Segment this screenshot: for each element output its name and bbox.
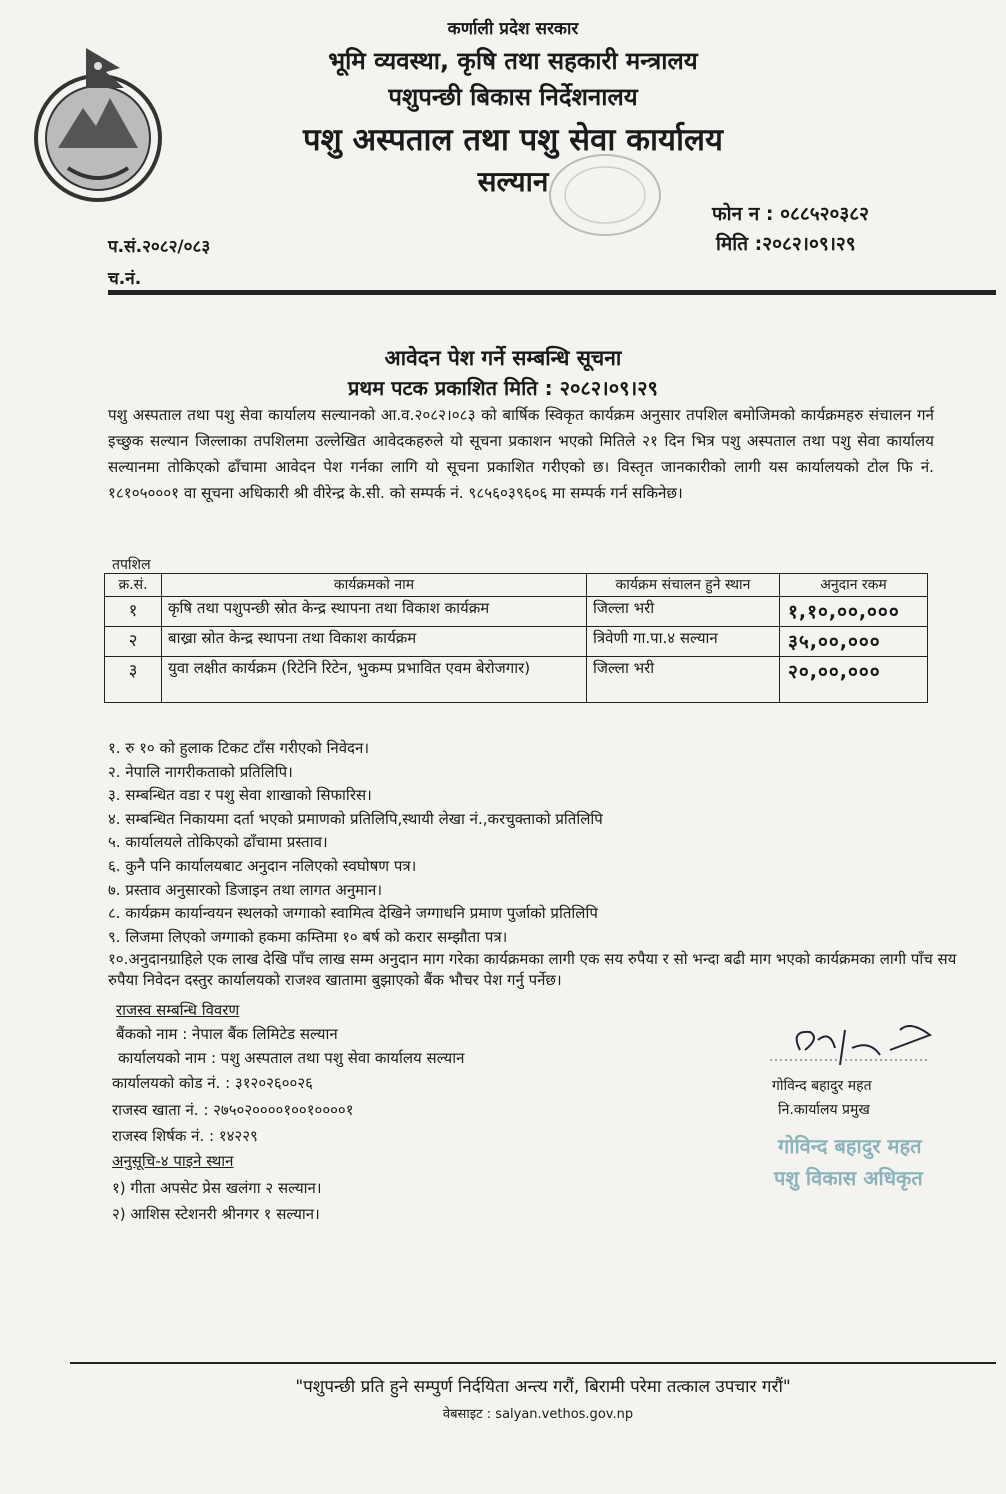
- col-program: कार्यक्रमको नाम: [162, 574, 587, 597]
- signatory-position: नि.कार्यालय प्रमुख: [778, 1102, 870, 1118]
- footer-website: वेबसाइट : salyan.vethos.gov.np: [442, 1407, 634, 1422]
- list-item: ७. प्रस्ताव अनुसारको डिजाइन तथा लागत अनुमान।: [108, 880, 383, 899]
- stamp-title: पशु विकास अधिकृत: [774, 1166, 923, 1190]
- notice-body: पशु अस्पताल तथा पशु सेवा कार्यालय सल्यानको आ.व.२०८२।०८३ को बार्षिक स्विकृत कार्यक्रम अनुसार तपशिल बमोजिमको कार्यक्रमहरु संचालन गर्न इच्छुक सल्यान जिल्लाका तपशिलमा उल्लेखित आवेदकहरुले यो सूचना प्रकाशन भएको मितिले २१ दिन भित्र पशु अस्पताल तथा पशु सेवा कार्यालय सल्यानमा तोकिएको ढाँचामा आवेदन पेश गर्नका लागि यो सूचना प्रकाशित गरीएको छ। विस्तृत जानकारीको लागी यस कार्यालयको टोल फि नं. १८१०५०००१ वा सूचना अधिकारी श्री वीरेन्द्र के.सी. को सम्पर्क नं. ९८५६०३९६०६ मा सम्पर्क गर्न सकिनेछ।: [108, 406, 934, 502]
- stamp-name: गोविन्द बहादुर महत: [778, 1134, 922, 1158]
- col-amount: अनुदान रकम: [780, 574, 928, 597]
- office-name: पशु अस्पताल तथा पशु सेवा कार्यालय: [303, 122, 723, 158]
- letter-date: मिति :२०८२।०९।२९: [716, 233, 856, 255]
- program-table: [104, 573, 928, 703]
- row-amount: ३५,००,०००: [780, 627, 928, 657]
- dispatch-number: च.नं.: [108, 269, 142, 289]
- office-code: कार्यालयको कोड नं. : ३१२०२६००२६: [112, 1074, 313, 1092]
- row-amount: २०,००,०००: [780, 657, 928, 703]
- row-sn: २: [105, 627, 162, 657]
- list-item: ३. सम्बन्धित वडा र पशु सेवा शाखाको सिफारिस।: [108, 786, 372, 805]
- bank-name: बैंकको नाम : नेपाल बैंक लिमिटेड सल्यान: [116, 1025, 338, 1043]
- signatory-name: गोविन्द बहादुर महत: [772, 1078, 872, 1094]
- requirements-list: [108, 737, 968, 991]
- row-place: त्रिवेणी गा.पा.४ सल्यान: [587, 627, 780, 657]
- list-item: १. रु १० को हुलाक टिकट टाँस गरीएको निवेदन।: [108, 739, 370, 757]
- row-place: जिल्ला भरी: [587, 657, 780, 703]
- list-item: १) गीता अपसेट प्रेस खलंगा २ सल्यान।: [112, 1179, 322, 1197]
- signature-icon: [760, 1010, 940, 1080]
- header-divider: [108, 290, 996, 295]
- district-name: सल्यान: [477, 165, 549, 198]
- publish-date: प्रथम पटक प्रकाशित मिति : २०८२।०९।२९: [348, 376, 658, 400]
- list-item: ४. सम्बन्धित निकायमा दर्ता भएको प्रमाणको प्रतिलिपि,स्थायी लेखा नं.,करचुक्ताको प्रतिलिपि: [108, 809, 603, 828]
- list-item: १०.अनुदानग्राहिले एक लाख देखि पाँच लाख सम्म अनुदान माग गरेका कार्यक्रमका लागी एक सय रुपैया र सो भन्दा बढी माग भएको कार्यक्रमका लागी पाँच सय रुपैया निवेदन दस्तुर कार्यालयको राजश्व खातामा बुझाएको बैंक भौचर पेश गर्नु पर्नेछ।: [108, 950, 957, 990]
- row-sn: ३: [105, 657, 162, 703]
- table-header-row: [105, 574, 928, 597]
- list-item: ९. लिजमा लिएको जग्गाको हकमा कम्तिमा १० बर्ष को करार सम्झौता पत्र।: [108, 927, 508, 946]
- list-item: २. नेपालि नागरीकताको प्रतिलिपि।: [108, 762, 293, 781]
- row-amount: १,१०,००,०००: [780, 597, 928, 627]
- table-row: [105, 597, 928, 627]
- col-place: कार्यक्रम संचालन हुने स्थान: [587, 574, 780, 597]
- table-caption: तपशिल: [112, 557, 151, 573]
- list-item: २) आशिस स्टेशनरी श्रीनगर १ सल्यान।: [112, 1205, 320, 1223]
- office-stamp-icon: [540, 150, 670, 250]
- government-name: कर्णाली प्रदेश सरकार: [447, 19, 579, 39]
- footer-slogan: "पशुपन्छी प्रति हुने सम्पुर्ण निर्दयिता अन्त्य गरौं, बिरामी परेमा तत्काल उपचार गरौं": [295, 1377, 791, 1397]
- notice-title: आवेदन पेश गर्ने सम्बन्धि सूचना: [384, 346, 622, 370]
- row-program: बाख्रा स्रोत केन्द्र स्थापना तथा विकाश कार्यक्रम: [162, 627, 587, 657]
- list-item: ६. कुनै पनि कार्यालयबाट अनुदान नलिएको स्वघोषण पत्र।: [108, 856, 417, 875]
- annex-heading: अनुसूचि-४ पाइने स्थान: [112, 1152, 234, 1170]
- directorate-name: पशुपन्छी बिकास निर्देशनालय: [388, 83, 638, 111]
- row-sn: १: [105, 597, 162, 627]
- revenue-heading: राजस्व सम्बन्धि विवरण: [116, 1001, 240, 1019]
- reference-number: प.सं.२०८२/०८३: [108, 237, 211, 257]
- table-row: [105, 627, 928, 657]
- ministry-name: भूमि व्यवस्था, कृषि तथा सहकारी मन्त्रालय: [328, 47, 698, 75]
- office-name-detail: कार्यालयको नाम : पशु अस्पताल तथा पशु सेवा कार्यालय सल्यान: [118, 1049, 465, 1067]
- phone-number: फोन न : ०८८५२०३८२: [712, 203, 870, 225]
- list-item: ५. कार्यालयले तोकिएको ढाँचामा प्रस्ताव।: [108, 833, 328, 852]
- revenue-account: राजस्व खाता नं. : २७५०२००००१००१००००१: [112, 1101, 354, 1119]
- footer-divider: [70, 1362, 996, 1364]
- table-row: [105, 657, 928, 703]
- row-program: कृषि तथा पशुपन्छी स्रोत केन्द्र स्थापना तथा विकाश कार्यक्रम: [162, 597, 587, 627]
- list-item: ८. कार्यक्रम कार्यान्वयन स्थलको जग्गाको स्वामित्व देखिने जग्गाधनि प्रमाण पुर्जाको प्रतिलिपि: [108, 904, 598, 923]
- row-program: युवा लक्षीत कार्यक्रम (रिटेनि रिटेन, भुकम्प प्रभावित एवम बेरोजगार): [162, 657, 587, 703]
- col-sn: क्र.सं.: [105, 574, 162, 597]
- revenue-head: राजस्व शिर्षक नं. : १४२२९: [112, 1127, 258, 1145]
- row-place: जिल्ला भरी: [587, 597, 780, 627]
